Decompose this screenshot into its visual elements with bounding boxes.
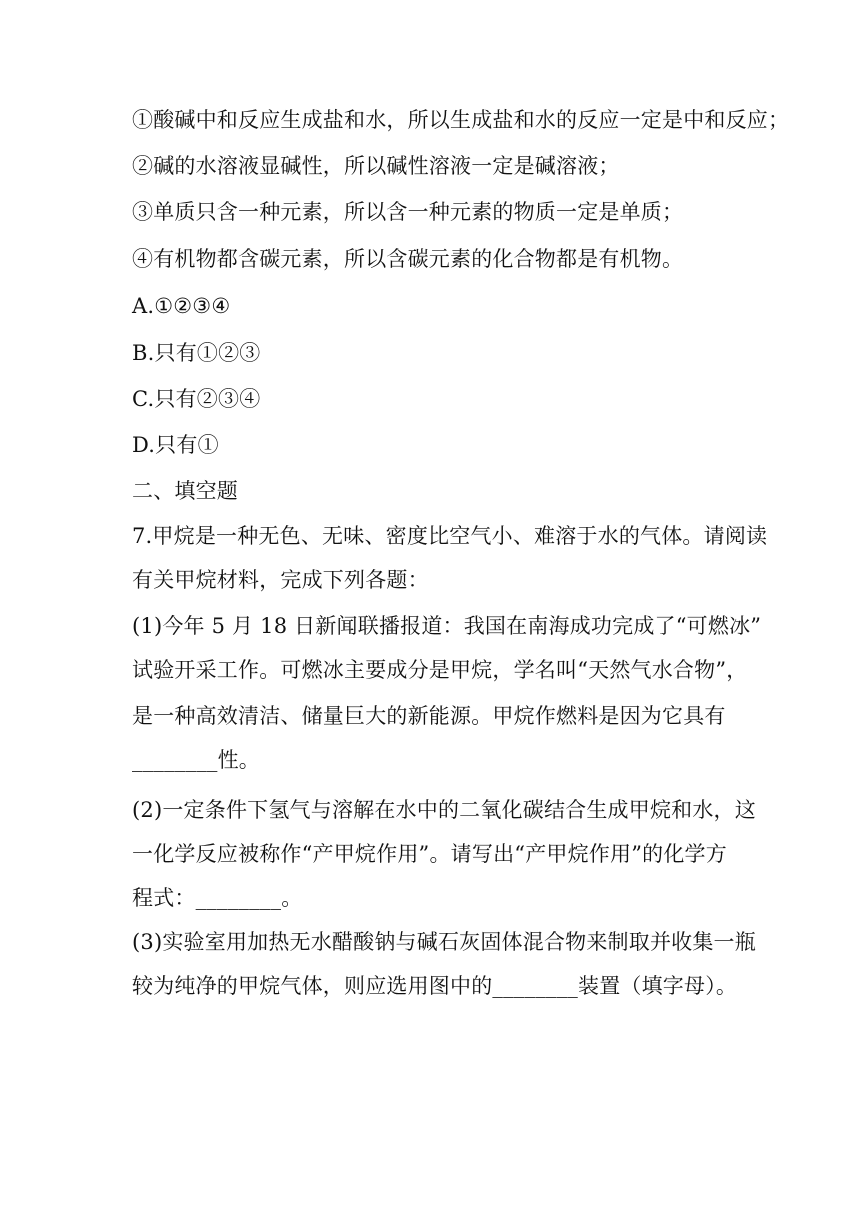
- option-d: D.只有①: [132, 433, 219, 457]
- q7-part1-line-3: 是一种高效清洁、储量巨大的新能源。甲烷作燃料是因为它具有: [132, 704, 726, 728]
- statement-1: ①酸碱中和反应生成盐和水，所以生成盐和水的反应一定是中和反应；: [132, 108, 790, 132]
- option-a: A.①②③④: [132, 294, 231, 318]
- statement-2: ②碱的水溶液显碱性，所以碱性溶液一定是碱溶液；: [132, 154, 620, 178]
- statement-4: ④有机物都含碳元素，所以含碳元素的化合物都是有机物。: [132, 247, 684, 271]
- q7-stem-line-1: 7.甲烷是一种无色、无味、密度比空气小、难溶于水的气体。请阅读: [132, 524, 768, 548]
- q7-part3-line-1: (3)实验室用加热无水醋酸钠与碱石灰固体混合物来制取并收集一瓶: [132, 930, 756, 954]
- option-b: B.只有①②③: [132, 341, 261, 365]
- q7-part1-line-2: 试验开采工作。可燃冰主要成分是甲烷，学名叫“天然气水合物”，: [132, 658, 748, 682]
- q7-part1-line-1: (1)今年 5 月 18 日新闻联播报道：我国在南海成功完成了“可燃冰”: [132, 614, 762, 638]
- statement-3: ③单质只含一种元素，所以含一种元素的物质一定是单质；: [132, 200, 684, 224]
- q7-stem-line-2: 有关甲烷材料，完成下列各题：: [132, 568, 429, 592]
- q7-part2-line-3: 程式：________。: [132, 886, 303, 910]
- q7-part2-line-1: (2)一定条件下氢气与溶解在水中的二氧化碳结合生成甲烷和水，这: [132, 798, 756, 822]
- option-c: C.只有②③④: [132, 387, 261, 411]
- q7-part3-line-2: 较为纯净的甲烷气体，则应选用图中的________装置（填字母）。: [132, 974, 738, 998]
- q7-part1-line-4: ________性。: [132, 748, 260, 772]
- q7-part2-line-2: 一化学反应被称作“产甲烷作用”。请写出“产甲烷作用”的化学方: [132, 842, 727, 866]
- section-title: 二、填空题: [132, 479, 238, 503]
